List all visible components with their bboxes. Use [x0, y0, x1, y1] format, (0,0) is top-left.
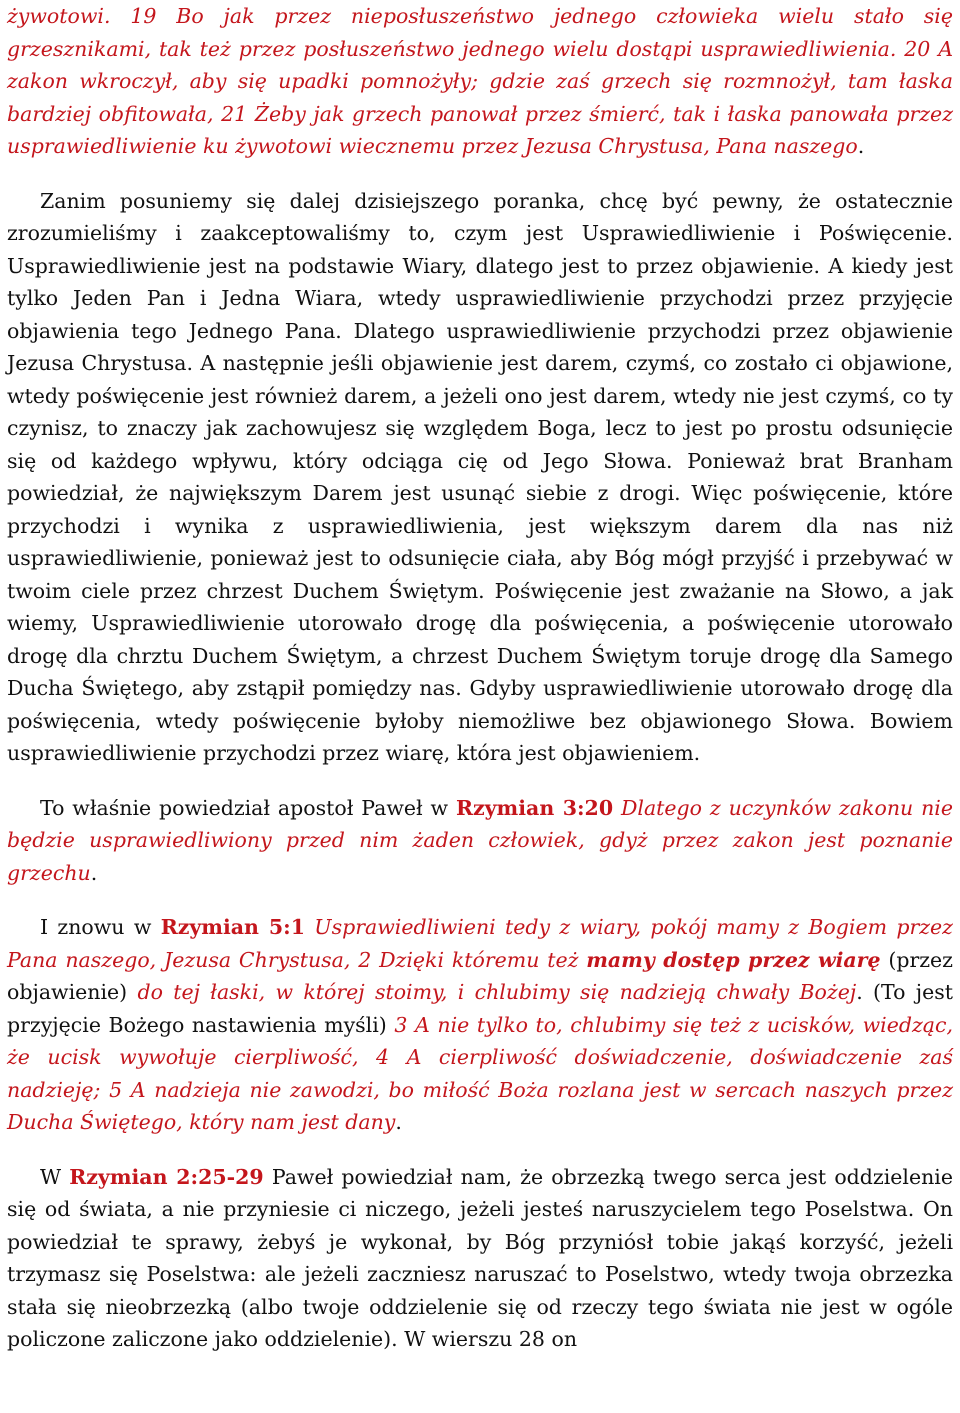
- document-page: [7, 0, 953, 1356]
- scripture-quote-emphasis: mamy dostęp przez wiarę: [586, 947, 881, 972]
- romans-3-20-paragraph: [7, 792, 953, 890]
- scripture-reference: Rzymian 2:25-29: [69, 1164, 264, 1189]
- romans-2-25-paragraph: [7, 1161, 953, 1356]
- scripture-quote: żywotowi. 19 Bo jak przez nieposłuszeństwo jednego człowieka wielu stało się grzesznikami, tak też przez posłuszeństwo jednego wielu dostąpi usprawiedliwienia. 20 A zakon wkroczył, aby się upadki pomnożyły; gdzie zaś grzech się rozmnożył, tam łaska bardziej obfitowała, 21 Żeby jak grzech panował przez śmierć, tak i łaska panowała przez usprawiedliwienie ku żywotowi wiecznemu przez Jezusa Chrystusa, Pana naszego: [7, 4, 953, 158]
- paragraph-text: Paweł powiedział nam, że obrzezką twego serca jest oddzielenie się od świata, a nie przyniesie ci niczego, jeżeli jesteś naruszycielem tego Poselstwa. On powiedział te sprawy, żebyś je wykonał, by Bóg przyniósł tobie jakąś korzyść, jeżeli trzymasz się Poselstwa: ale jeżeli zaczniesz naruszać to Poselstwo, wtedy twoja obrzezka stała się nieobrzezką (albo twoje oddzielenie się od rzeczy tego świata nie jest w ogóle policzone zaliczone jako oddzielenie). W wierszu 28 on: [7, 1164, 953, 1351]
- scripture-quote: Dlatego z uczynków zakonu nie będzie usprawiedliwiony przed nim żaden człowiek, gdyż przez zakon jest poznanie grzechu: [7, 795, 953, 885]
- paragraph-intro: I znowu w: [40, 915, 161, 939]
- scripture-quote: do tej łaski, w której stoimy, i chlubimy się nadzieją chwały Bożej: [137, 980, 857, 1004]
- paragraph-end: .: [395, 1110, 402, 1134]
- scripture-reference: Rzymian 5:1: [160, 915, 305, 939]
- author-aside: . (To jest przyjęcie Bożego nastawienia myśli): [7, 980, 953, 1037]
- author-aside: (przez objawienie): [7, 947, 953, 1004]
- paragraph-end: .: [857, 134, 865, 158]
- scripture-quote: 3 A nie tylko to, chlubimy się też z ucisków, wiedząc, że ucisk wywołuje cierpliwość, 4 A cierpliwość doświadczenie, doświadczenie zaś nadzieję; 5 A nadzieja nie zawodzi, bo miłość Boża rozlana jest w sercach naszych przez Ducha Świętego, który nam jest dany: [7, 1012, 953, 1134]
- romans-5-1-paragraph: [7, 911, 953, 1139]
- paragraph-intro: W: [40, 1164, 70, 1189]
- scripture-reference: Rzymian 3:20: [455, 795, 614, 820]
- paragraph-text: Zanim posuniemy się dalej dzisiejszego poranka, chcę być pewny, że ostatecznie zrozumieliśmy i zaakceptowaliśmy to, czym jest Usprawiedliwienie i Poświęcenie. Usprawiedliwienie jest na podstawie Wiary, dlatego jest to przez objawienie. A kiedy jest tylko Jeden Pan i Jedna Wiara, wtedy usprawiedliwienie przychodzi przez przyjęcie objawienia tego Jednego Pana. Dlatego usprawiedliwienie przychodzi przez objawienie Jezusa Chrystusa. A następnie jeśli objawienie jest darem, czymś, co zostało ci objawione, wtedy poświęcenie jest również darem, a jeżeli ono jest darem, wtedy nie jest czymś, co ty czynisz, to znaczy jak zachowujesz się względem Boga, lecz to jest po prostu odsunięcie się od każdego wpływu, który odciąga cię od Jego Słowa. Ponieważ brat Branham powiedział, że największym Darem jest usunąć siebie z drogi. Więc poświęcenie, które przychodzi i wynika z usprawiedliwienia, jest większym darem dla nas niż usprawiedliwienie, ponieważ jest to odsunięcie ciała, aby Bóg mógł przyjść i przebywać w twoim ciele przez chrzest Duchem Świętym. Poświęcenie jest zważanie na Słowo, a jak wiemy, Usprawiedliwienie utorowało drogę dla poświęcenia, a poświęcenie utorowało drogę dla chrztu Duchem Świętym, a chrzest Duchem Świętym toruje drogę dla Samego Ducha Świętego, aby zstąpił pomiędzy nas. Gdyby usprawiedliwienie utorowało drogę dla poświęcenia, wtedy poświęcenie byłoby niemożliwe bez objawionego Słowa. Bowiem usprawiedliwienie przychodzi przez wiarę, która jest objawieniem.: [7, 188, 953, 765]
- body-paragraph: [7, 185, 953, 770]
- scripture-continuation-paragraph: [7, 0, 953, 163]
- paragraph-intro: To właśnie powiedział apostoł Paweł w: [40, 795, 456, 820]
- paragraph-end: .: [90, 860, 98, 885]
- scripture-quote: Usprawiedliwieni tedy z wiary, pokój mamy z Bogiem przez Pana naszego, Jezusa Chrystusa, 2 Dzięki któremu też: [7, 915, 953, 972]
